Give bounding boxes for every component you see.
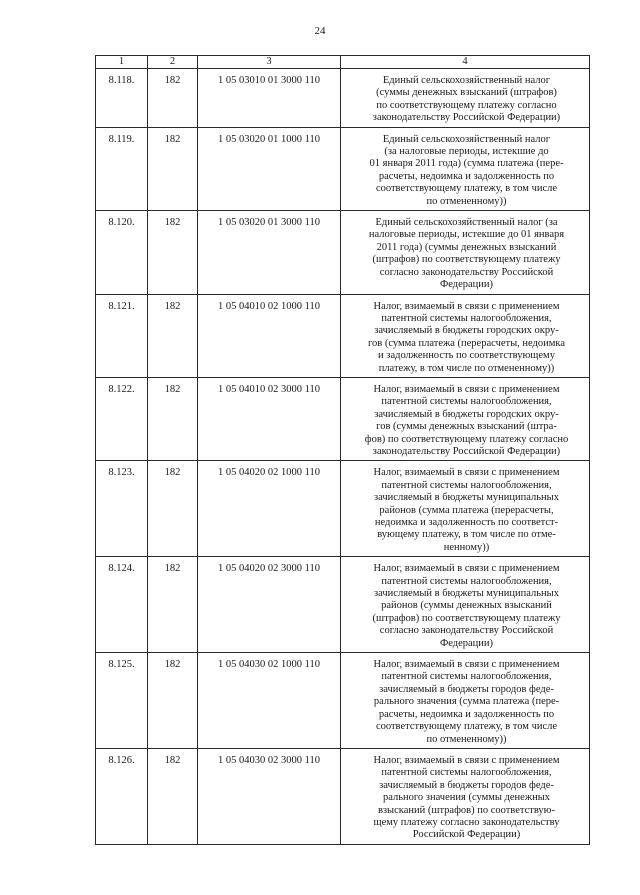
description-line: патентной системы налогообложения, [381,575,552,587]
description-line: гов (сумма платежа (перерасчеты, недоимка [367,337,566,349]
budget-classification-code-cell: 1 05 04010 02 3000 110 [198,377,341,460]
description-line: Единый сельскохозяйственный налог (за [375,217,558,229]
description-line: 2011 года) (суммы денежных взысканий [376,241,557,253]
description-line: вующему платежу, в том числе по отме- [377,529,556,541]
description-line: Налог, взимаемый в связи с применением [373,659,560,671]
description-line: зачисляемый в бюджеты городских окру- [374,408,559,420]
income-description-cell [341,294,590,377]
description-line: патентной системы налогообложения, [381,396,552,408]
table-row [96,211,590,294]
income-description-cell [341,461,590,557]
header-col-4: 4 [341,56,590,69]
income-description-cell [341,69,590,128]
description-line: Единый сельскохозяйственный налог [382,133,551,145]
administrator-code-cell: 182 [148,653,198,749]
description-line: Федерации) [439,637,494,649]
budget-classification-code-cell: 1 05 04010 02 1000 110 [198,294,341,377]
row-number-cell: 8.118. [96,69,148,128]
table-row [96,294,590,377]
budget-classification-code-cell: 1 05 04020 02 3000 110 [198,557,341,653]
description-line: районов (сумма платежа (перерасчеты, [379,504,554,516]
row-number-cell: 8.123. [96,461,148,557]
budget-classification-code-cell: 1 05 04030 02 3000 110 [198,748,341,844]
description-line: зачисляемый в бюджеты городов феде- [379,683,554,695]
description-line: (суммы денежных взысканий (штрафов) [376,87,557,99]
administrator-code-cell: 182 [148,294,198,377]
description-line: и задолженность по соответствующему [378,350,555,362]
description-line: патентной системы налогообложения, [381,312,552,324]
row-number-cell: 8.120. [96,211,148,294]
table-row [96,69,590,128]
description-line: ненному)) [443,541,490,553]
description-line: налоговые периоды, истекшие до 01 января [368,229,565,241]
table-row [96,748,590,844]
description-line: по отмененному)) [426,195,507,207]
description-line: зачисляемый в бюджеты городов феде- [379,779,554,791]
budget-classification-code-cell: 1 05 04030 02 1000 110 [198,653,341,749]
description-line: Налог, взимаемый в связи с применением [373,563,560,575]
administrator-code-cell: 182 [148,211,198,294]
description-line: по отмененному)) [426,733,507,745]
description-line: рального значения (сумма платежа (пере- [373,696,560,708]
description-line: зачисляемый в бюджеты муниципальных [374,588,559,600]
description-line: согласно законодательству Российской [379,266,554,278]
description-line: щему платежу согласно законодательству [373,816,560,828]
description-line: фов) по соответствующему платежу согласно [364,433,569,445]
budget-classification-code-cell: 1 05 03020 01 1000 110 [198,127,341,210]
description-line: Налог, взимаемый в связи с применением [373,300,560,312]
table-row [96,557,590,653]
income-description-cell [341,748,590,844]
row-number-cell: 8.119. [96,127,148,210]
description-line: гов (суммы денежных взысканий (штра- [376,421,557,433]
page-number: 24 [314,25,326,37]
table-row [96,461,590,557]
header-col-3: 3 [198,56,341,69]
description-line: платежу, в том числе по отмененному)) [378,362,555,374]
table-row [96,127,590,210]
description-line: Налог, взимаемый в связи с применением [373,754,560,766]
administrator-code-cell: 182 [148,748,198,844]
administrator-code-cell: 182 [148,377,198,460]
income-description-cell [341,557,590,653]
administrator-code-cell: 182 [148,461,198,557]
description-line: недоимка и задолженность по соответст- [374,517,559,528]
budget-classification-code-cell: 1 05 04020 02 1000 110 [198,461,341,557]
description-line: законодательству Российской Федерации) [372,112,561,124]
description-line: Российской Федерации) [412,829,521,841]
budget-codes-table [95,55,590,845]
description-line: (за налоговые периоды, истекшие до [384,146,549,158]
description-line: расчеты, недоимка и задолженность по [378,708,555,720]
description-line: (штрафов) по соответствующему платежу [372,254,561,266]
description-line: Налог, взимаемый в связи с применением [373,467,560,479]
description-line: законодательству Российской Федерации) [372,445,561,457]
income-description-cell [341,377,590,460]
budget-classification-code-cell: 1 05 03010 01 3000 110 [198,69,341,128]
row-number-cell: 8.125. [96,653,148,749]
description-line: районов (суммы денежных взысканий [381,600,552,612]
administrator-code-cell: 182 [148,69,198,128]
description-line: соответствующему платежу, в том числе [375,183,558,195]
description-line: соответствующему платежу, в том числе [375,721,558,733]
header-row [96,56,590,69]
row-number-cell: 8.122. [96,377,148,460]
row-number-cell: 8.124. [96,557,148,653]
row-number-cell: 8.121. [96,294,148,377]
description-line: рального значения (суммы денежных [382,792,551,804]
header-col-1: 1 [96,56,148,69]
administrator-code-cell: 182 [148,127,198,210]
description-line: Федерации) [439,279,494,291]
table-row [96,377,590,460]
description-line: согласно законодательству Российской [379,625,554,637]
description-line: патентной системы налогообложения, [381,671,552,683]
description-line: патентной системы налогообложения, [381,479,552,491]
description-line: 01 января 2011 года) (сумма платежа (пере- [369,158,564,170]
table-row [96,653,590,749]
description-line: (штрафов) по соответствующему платежу [372,612,561,624]
description-line: расчеты, недоимка и задолженность по [378,170,555,182]
row-number-cell: 8.126. [96,748,148,844]
description-line: зачисляемый в бюджеты городских окру- [374,325,559,337]
description-line: зачисляемый в бюджеты муниципальных [374,492,559,504]
description-line: Налог, взимаемый в связи с применением [373,383,560,395]
administrator-code-cell: 182 [148,557,198,653]
description-line: патентной системы налогообложения, [381,767,552,779]
income-description-cell [341,211,590,294]
income-description-cell [341,127,590,210]
description-line: по соответствующему платежу согласно [376,99,557,111]
description-line: взысканий (штрафов) по соответствую- [377,804,556,816]
description-line: Единый сельскохозяйственный налог [382,75,551,86]
income-description-cell [341,653,590,749]
header-col-2: 2 [148,56,198,69]
budget-classification-code-cell: 1 05 03020 01 3000 110 [198,211,341,294]
